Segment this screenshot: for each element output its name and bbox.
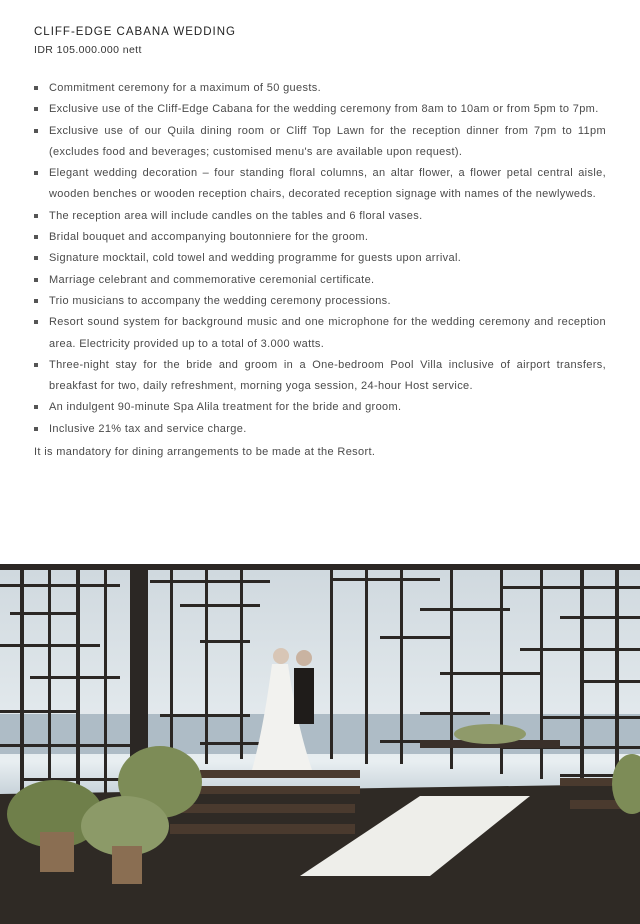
photo-illustration bbox=[0, 564, 640, 924]
bullet-icon bbox=[34, 235, 38, 239]
list-item: Trio musicians to accompany the wedding ceremony processions. bbox=[34, 291, 606, 312]
document-content bbox=[34, 26, 606, 458]
bullet-icon bbox=[34, 129, 38, 133]
bullet-icon bbox=[34, 427, 38, 431]
list-item: Bridal bouquet and accompanying boutonniere for the groom. bbox=[34, 227, 606, 248]
bullet-icon bbox=[34, 278, 38, 282]
list-item: The reception area will include candles on the tables and 6 floral vases. bbox=[34, 206, 606, 227]
list-item: Commitment ceremony for a maximum of 50 guests. bbox=[34, 78, 606, 99]
list-item: Inclusive 21% tax and service charge. bbox=[34, 419, 606, 440]
bullet-icon bbox=[34, 214, 38, 218]
bullet-icon bbox=[34, 86, 38, 90]
bride-head bbox=[273, 648, 289, 664]
package-price: IDR 105.000.000 nett bbox=[34, 44, 142, 56]
altar-flowers bbox=[454, 724, 526, 744]
list-item: Exclusive use of the Cliff-Edge Cabana for the wedding ceremony from 8am to 10am or from 5pm to 7pm. bbox=[34, 99, 606, 120]
groom-head bbox=[296, 650, 312, 666]
bullet-icon bbox=[34, 320, 38, 324]
list-item: Marriage celebrant and commemorative ceremonial certificate. bbox=[34, 270, 606, 291]
dining-note: It is mandatory for dining arrangements to be made at the Resort. bbox=[34, 446, 376, 459]
list-item: Resort sound system for background music and one microphone for the wedding ceremony and reception area. Electricity provided up to a total of 3.000 watts. bbox=[34, 312, 606, 355]
bullet-icon bbox=[34, 171, 38, 175]
lattice-structure bbox=[0, 564, 640, 824]
package-title: CLIFF-EDGE CABANA WEDDING bbox=[34, 26, 236, 38]
bullet-icon bbox=[34, 256, 38, 260]
bullet-icon bbox=[34, 405, 38, 409]
groom-suit bbox=[294, 668, 314, 724]
bullet-icon bbox=[34, 363, 38, 367]
list-item: Three-night stay for the bride and groom in a One-bedroom Pool Villa inclusive of airport transfers, breakfast for two, daily refreshment, morning yoga session, 24-hour Host service. bbox=[34, 355, 606, 398]
bullet-icon bbox=[34, 107, 38, 111]
list-item: Exclusive use of our Quila dining room or Cliff Top Lawn for the reception dinner from 7pm to 11pm (excludes food and beverages; customised menu's are available upon request). bbox=[34, 121, 606, 164]
list-item: Elegant wedding decoration – four standing floral columns, an altar flower, a flower petal central aisle, wooden benches or wooden reception chairs, decorated reception signage with names of the newlyweds. bbox=[34, 163, 606, 206]
list-item: An indulgent 90-minute Spa Alila treatment for the bride and groom. bbox=[34, 397, 606, 418]
bullet-icon bbox=[34, 299, 38, 303]
inclusions-list bbox=[34, 78, 606, 440]
cabana-wedding-photo bbox=[0, 564, 640, 924]
list-item: Signature mocktail, cold towel and wedding programme for guests upon arrival. bbox=[34, 248, 606, 269]
